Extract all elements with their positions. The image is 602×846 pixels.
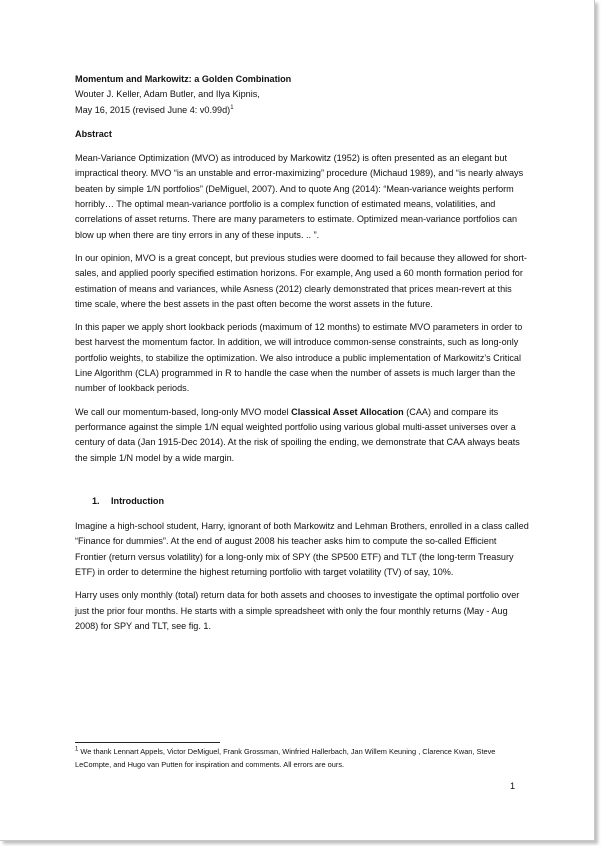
section-heading-introduction (75, 494, 530, 509)
page-body (75, 72, 530, 642)
caa-term: Classical Asset Allocation (291, 406, 404, 417)
paper-date-text: May 16, 2015 (revised June 4: v0.99d) (75, 104, 231, 115)
caa-text-after: (CAA) and compare its performance against the simple 1/N equal weighted portfolio using various global multi-asset universes over a century of data (Jan 1915-Dec 2014). At the risk of spoiling the ending, we demonstrate that CAA always beats the simple 1/N model by a wide margin. (75, 406, 520, 463)
intro-paragraph-2: Harry uses only monthly (total) return data for both assets and chooses to investigate the optimal portfolio over just the prior four months. He starts with a simple spreadsheet with only the four monthly returns (May - Aug 2008) for SPY and TLT, see fig. 1. (75, 590, 520, 631)
footnote (75, 746, 530, 771)
abstract-paragraph-4 (75, 405, 530, 466)
paper-date (75, 103, 530, 118)
footnote-text: We thank Lennart Appels, Victor DeMiguel, Frank Grossman, Winfried Hallerbach, Jan Willem Keuning , Clarence Kwan, Steve LeCompte, and Hugo van Putten for inspiration and comments. All errors are ours. (75, 747, 496, 769)
abstract-paragraph-3: In this paper we apply short lookback periods (maximum of 12 months) to estimate MVO parameters in order to best harvest the momentum factor. In addition, we will introduce common-sense constraints, such as long-only portfolio weights, to stabilize the optimization. We also introduce a public implementation of Markowitz’s Critical Line Algorithm (CLA) programmed in R to handle the case when the number of assets is much larger than the number of lookback periods. (75, 322, 523, 394)
section-number: 1. (92, 495, 100, 506)
footnote-divider (75, 742, 220, 743)
caa-text-before: We call our momentum-based, long-only MVO model (75, 406, 292, 417)
paper-authors: Wouter J. Keller, Adam Butler, and Ilya Kipnis, (75, 89, 260, 100)
footnote-marker: 1 (75, 746, 79, 753)
section-title: Introduction (111, 495, 165, 506)
abstract-heading: Abstract (75, 128, 112, 139)
abstract-paragraph-2: In our opinion, MVO is a great concept, but previous studies were doomed to fail because they allowed for short-sales, and applied poorly specified estimation horizons. For example, Ang used a 60 month formation period for estimation of means and variances, while Asness (2012) clearly demonstrated that prices mean-revert at this time scale, where the best assets in the past often become the worst assets in the future. (75, 252, 527, 309)
abstract-paragraph-1: Mean-Variance Optimization (MVO) as introduced by Markowitz (1952) is often presented as an elegant but impractical theory. MVO “is an unstable and error-maximizing” procedure (Michaud 1989), and “is nearly always beaten by simple 1/N portfolios” (DeMiguel, 2007). And to quote Ang (2014): “Mean-variance weights perform horribly… The optimal mean-variance portfolio is a complex function of estimated means, volatilities, and correlations of asset returns. There are many parameters to estimate. Optimized mean-variance portfolios can blow up when there are tiny errors in any of these inputs. .. ”. (75, 153, 524, 240)
paper-title: Momentum and Markowitz: a Golden Combination (75, 74, 292, 84)
footnote-reference[interactable]: 1 (230, 104, 234, 111)
page-number: 1 (510, 781, 516, 791)
intro-paragraph-1: Imagine a high-school student, Harry, ignorant of both Markowitz and Lehman Brothers, enrolled in a class called “Finance for dummies”. At the end of august 2008 his teacher asks him to compute the so-called Efficient Frontier (return versus volatility) for a long-only mix of SPY (the SP500 ETF) and TLT (the long-term Treasury ETF) in order to determine the highest returning portfolio with target volatility (TV) of say, 10%. (75, 521, 529, 578)
